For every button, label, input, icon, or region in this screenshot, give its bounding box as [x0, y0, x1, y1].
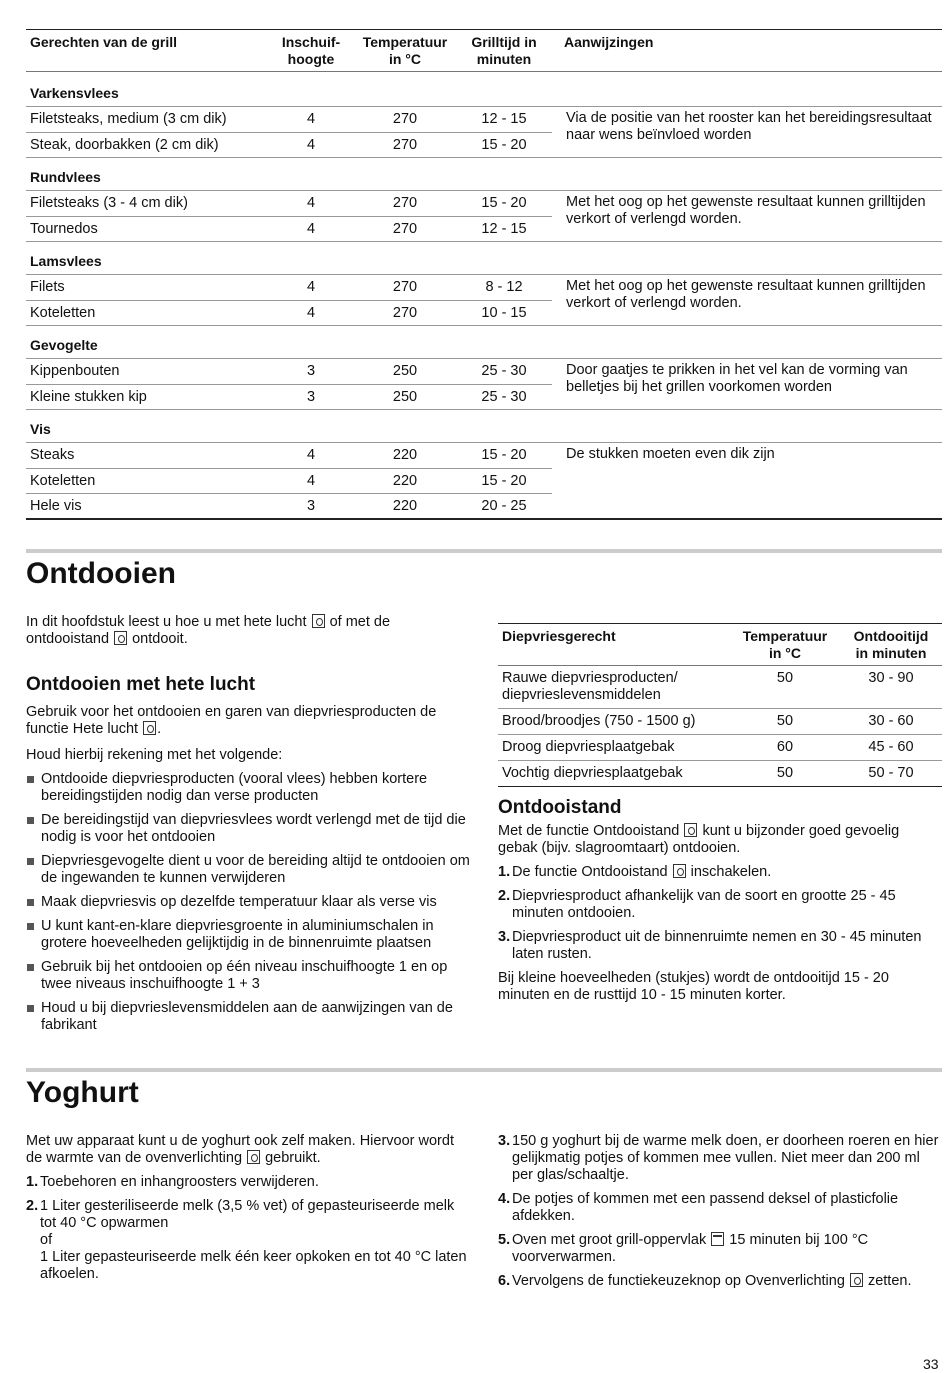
hot-air-text-b: . [157, 721, 162, 737]
step-text: 15 minuten bij 100 °C voorverwarmen. [512, 1232, 869, 1265]
grill-group-heading: Rundvlees [26, 158, 942, 191]
table-row [498, 709, 942, 735]
cell-time: 8 - 12 [485, 279, 523, 295]
cell-dish: Koteletten [30, 472, 96, 489]
list-item [26, 894, 474, 911]
grill-group-rows [26, 107, 552, 157]
defrost-text-a: Met de functie Ontdooistand [498, 823, 680, 839]
table-row [26, 384, 552, 409]
step-text: Diepvriesproduct uit de binnenruimte nemen en 30 - 45 minuten laten rusten. [512, 929, 922, 962]
defrost-icon [114, 631, 127, 645]
header-freezer-dish: Diepvriesgerecht [502, 628, 616, 644]
cell-level: 4 [306, 472, 316, 489]
freezer-table-body [498, 666, 942, 787]
defrost-heading: Ontdooistand [498, 797, 622, 818]
yoghurt-intro-text-b: gebruikt. [265, 1150, 321, 1166]
section-title-ontdooien: Ontdooien [26, 557, 176, 590]
cell-temp: 220 [392, 447, 418, 463]
list-item-text: Gebruik bij het ontdooien op één niveau inschuifhoogte 1 en op twee niveaus inschuifhoogte 1 + 3 [41, 959, 448, 992]
step-item [26, 1198, 474, 1283]
cell-temp: 270 [392, 195, 418, 211]
step-text: 150 g yoghurt bij de warme melk doen, er doorheen roeren en hier gelijkmatig potjes of kommen mee vullen. Niet meer dan 200 ml per glas/schaaltje. [512, 1133, 939, 1183]
cell-dish: Tournedos [30, 220, 98, 237]
hot-air-text-a: Gebruik voor het ontdooien en garen van diepvriesproducten de functie Hete lucht [26, 704, 437, 737]
bullet-square-icon [27, 1005, 34, 1012]
table-row [26, 359, 552, 384]
list-item-text: Diepvriesgevogelte dient u voor de bereiding altijd te ontdooien om de ingewanden te kunnen verwijderen [41, 853, 470, 886]
grill-icon [711, 1232, 724, 1246]
cell-dish: Filetsteaks (3 - 4 cm dik) [30, 195, 188, 211]
step-number: 3. [498, 929, 511, 945]
step-number: 2. [498, 888, 511, 904]
cell-level: 4 [306, 447, 316, 463]
list-item-text: De bereidingstijd van diepvriesvlees wordt verlengd met de tijd die nodig is voor het ontdooien [41, 812, 466, 845]
list-item [26, 853, 474, 887]
cell-temp: 270 [392, 304, 418, 321]
grill-group-body [26, 359, 942, 410]
cell-dish: Vochtig diepvriesplaatgebak [502, 765, 683, 781]
header-notes: Aanwijzingen [564, 34, 654, 50]
cell-level: 3 [306, 497, 316, 514]
step-text: Oven met groot grill-oppervlak [512, 1232, 707, 1248]
grill-group-rows [26, 443, 552, 518]
cell-note: Met het oog op het gewenste resultaat kunnen grilltijden verkort of verlengd worden. [566, 278, 926, 311]
bullet-square-icon [27, 817, 34, 824]
hot-air-bullet-list [26, 771, 474, 1034]
step-text: De potjes of kommen met een passend deksel of plasticfolie afdekken. [512, 1191, 899, 1224]
cell-temp: 220 [392, 472, 418, 489]
step-number: 5. [498, 1232, 511, 1248]
cell-dish: Filets [30, 279, 65, 295]
freezer-table [498, 623, 942, 787]
section-divider [26, 549, 942, 553]
header-dish: Gerechten van de grill [30, 34, 178, 50]
cell-dish: Droog diepvriesplaatgebak [502, 739, 675, 755]
grill-group-heading: Vis [26, 410, 942, 443]
cell-time: 45 - 60 [868, 739, 914, 755]
defrost-paragraph [498, 823, 942, 857]
step-number: 6. [498, 1273, 511, 1289]
oven-light-icon [247, 1150, 260, 1164]
grill-group-body [26, 275, 942, 326]
yoghurt-left-column [26, 1133, 474, 1283]
yoghurt-steps-right [498, 1133, 942, 1290]
cell-note: De stukken moeten even dik zijn [566, 446, 775, 462]
step-text: Toebehoren en inhangroosters verwijderen. [40, 1174, 319, 1190]
ontdooien-left-column [26, 614, 474, 1034]
defrost-text-b: kunt u bijzonder goed gevoelig gebak (bijv. slagroomtaart) ontdooien. [498, 823, 900, 856]
grill-group-body [26, 443, 942, 520]
grill-group-heading: Lamsvlees [26, 242, 942, 275]
cell-note: Door gaatjes te prikken in het vel kan de vorming van belletjes bij het grillen voorkomen worden [566, 362, 908, 395]
header-temp: Temperatuur in °C [362, 34, 448, 67]
cell-time: 12 - 15 [481, 220, 527, 237]
cell-time: 25 - 30 [481, 363, 527, 379]
cell-dish: Hele vis [30, 497, 82, 514]
ontdooistand-column [498, 797, 942, 1004]
cell-dish: Brood/broodjes (750 - 1500 g) [502, 713, 696, 729]
step-text: zetten. [867, 1273, 912, 1289]
header-time: Grilltijd in minuten [471, 34, 537, 67]
yoghurt-steps-left [26, 1174, 474, 1283]
cell-time: 25 - 30 [481, 388, 527, 405]
cell-temp: 50 [776, 765, 794, 781]
cell-level: 4 [306, 111, 316, 127]
step-text: 1 Liter gesteriliseerde melk (3,5 % vet) of gepasteuriseerde melk tot 40 °C opwarmen of 1 Liter gepasteuriseerde melk één keer opkoken en tot 40 °C laten afkoelen. [40, 1198, 467, 1282]
defrost-note: Bij kleine hoeveelheden (stukjes) wordt de ontdooitijd 15 - 20 minuten en de rusttijd 10 - 15 minuten korter. [498, 970, 889, 1003]
list-item [26, 812, 474, 846]
cell-time: 30 - 90 [868, 670, 914, 686]
cell-level: 3 [306, 388, 316, 405]
yoghurt-intro [26, 1133, 474, 1167]
cell-dish: Kleine stukken kip [30, 388, 147, 405]
grill-group-body [26, 107, 942, 158]
list-item-text: Ontdooide diepvriesproducten (vooral vlees) hebben kortere bereidingstijden nodig dan verse producten [41, 771, 428, 804]
hot-air-icon [312, 614, 325, 628]
bullet-square-icon [27, 776, 34, 783]
bullet-square-icon [27, 964, 34, 971]
cell-time: 15 - 20 [481, 447, 527, 463]
cell-note: Via de positie van het rooster kan het bereidingsresultaat naar wens beïnvloed worden [566, 110, 932, 143]
step-item [498, 888, 942, 922]
page-number: 33 [923, 1356, 939, 1372]
bullet-square-icon [27, 899, 34, 906]
list-item [26, 1000, 474, 1034]
step-text: Vervolgens de functiekeuzeknop op Ovenverlichting [512, 1273, 845, 1289]
section-title-yoghurt: Yoghurt [26, 1076, 139, 1109]
cell-temp: 50 [776, 713, 794, 729]
grill-group-rows [26, 191, 552, 241]
hot-air-heading: Ontdooien met hete lucht [26, 674, 256, 695]
cell-level: 4 [306, 195, 316, 211]
cell-temp: 60 [776, 739, 794, 755]
header-freezer-time: Ontdooitijd in minuten [853, 628, 929, 661]
step-number: 1. [498, 864, 511, 880]
cell-level: 4 [306, 279, 316, 295]
cell-temp: 270 [392, 111, 418, 127]
step-item [26, 1174, 474, 1191]
cell-dish: Koteletten [30, 304, 96, 321]
section-divider [26, 1068, 942, 1072]
step-text: inschakelen. [690, 864, 772, 880]
list-item [26, 918, 474, 952]
yoghurt-intro-text-a: Met uw apparaat kunt u de yoghurt ook zelf maken. Hiervoor wordt de warmte van de ovenverlichting [26, 1133, 454, 1166]
list-item [26, 771, 474, 805]
cell-level: 4 [306, 304, 316, 321]
step-item [498, 1191, 942, 1225]
table-row [26, 216, 552, 241]
grill-table-header [26, 29, 942, 72]
list-item-text: Maak diepvriesvis op dezelfde temperatuur klaar als verse vis [41, 894, 437, 910]
table-row [26, 493, 552, 518]
grill-groups [26, 72, 942, 520]
table-row [26, 468, 552, 493]
step-item [498, 1133, 942, 1184]
step-number: 1. [26, 1174, 39, 1190]
cell-time: 50 - 70 [868, 765, 914, 781]
cell-dish: Steak, doorbakken (2 cm dik) [30, 136, 219, 153]
list-item-text: Houd u bij diepvrieslevensmiddelen aan de aanwijzingen van de fabrikant [41, 1000, 453, 1033]
cell-temp: 270 [392, 136, 418, 153]
defrost-steps [498, 864, 942, 963]
cell-temp: 270 [392, 220, 418, 237]
table-row [498, 666, 942, 709]
oven-light-icon [850, 1273, 863, 1287]
cell-time: 10 - 15 [481, 304, 527, 321]
grill-group-rows [26, 359, 552, 409]
cell-temp: 50 [776, 670, 794, 686]
table-row [26, 191, 552, 216]
cell-level: 3 [306, 363, 316, 379]
cell-time: 15 - 20 [481, 472, 527, 489]
cell-temp: 250 [392, 388, 418, 405]
step-item [498, 1273, 942, 1290]
cell-time: 15 - 20 [481, 136, 527, 153]
cell-level: 4 [306, 136, 316, 153]
cell-dish: Rauwe diepvriesproducten/ diepvrieslevensmiddelen [502, 670, 678, 703]
hot-air-icon [143, 721, 156, 735]
hot-air-note: Houd hierbij rekening met het volgende: [26, 747, 283, 763]
cell-time: 20 - 25 [481, 497, 527, 514]
bullet-square-icon [27, 858, 34, 865]
step-number: 2. [26, 1198, 39, 1214]
step-text: De functie Ontdooistand [512, 864, 668, 880]
cell-temp: 270 [392, 279, 418, 295]
step-number: 3. [498, 1133, 511, 1149]
step-item [498, 864, 942, 881]
list-item [26, 959, 474, 993]
table-row [26, 132, 552, 157]
cell-temp: 220 [392, 497, 418, 514]
step-number: 4. [498, 1191, 511, 1207]
cell-time: 30 - 60 [868, 713, 914, 729]
step-item [498, 929, 942, 963]
cell-time: 12 - 15 [481, 111, 527, 127]
table-row [26, 275, 552, 300]
defrost-icon [684, 823, 697, 837]
hot-air-paragraph [26, 704, 474, 738]
intro-text-a: In dit hoofdstuk leest u hoe u met hete lucht [26, 614, 307, 630]
intro-text-b: of met de ontdooistand [26, 614, 391, 647]
defrost-icon [673, 864, 686, 878]
list-item-text: U kunt kant-en-klare diepvriesgroente in aluminiumschalen in grotere hoeveelheden gelijktijdig in de binnenruimte plaatsen [41, 918, 434, 951]
cell-time: 15 - 20 [481, 195, 527, 211]
cell-dish: Kippenbouten [30, 363, 120, 379]
grill-group-heading: Gevogelte [26, 326, 942, 359]
intro-text-c: ontdooit. [132, 631, 188, 647]
table-row [26, 443, 552, 468]
grill-group-body [26, 191, 942, 242]
cell-dish: Steaks [30, 447, 75, 463]
ontdooien-intro [26, 614, 474, 648]
cell-dish: Filetsteaks, medium (3 cm dik) [30, 111, 227, 127]
table-row [26, 107, 552, 132]
table-row [498, 735, 942, 761]
bullet-square-icon [27, 923, 34, 930]
header-freezer-temp: Temperatuur in °C [742, 628, 828, 661]
table-row [498, 761, 942, 787]
freezer-table-header [498, 623, 942, 666]
grill-table [26, 29, 942, 520]
yoghurt-right-column [498, 1126, 942, 1290]
table-row [26, 300, 552, 325]
cell-level: 4 [306, 220, 316, 237]
cell-note: Met het oog op het gewenste resultaat kunnen grilltijden verkort of verlengd worden. [566, 194, 926, 227]
step-text: Diepvriesproduct afhankelijk van de soort en grootte 25 - 45 minuten ontdooien. [512, 888, 896, 921]
cell-temp: 250 [392, 363, 418, 379]
grill-group-rows [26, 275, 552, 325]
grill-group-heading: Varkensvlees [26, 72, 942, 107]
step-item [498, 1232, 942, 1266]
header-level: Inschuif- hoogte [281, 34, 341, 67]
